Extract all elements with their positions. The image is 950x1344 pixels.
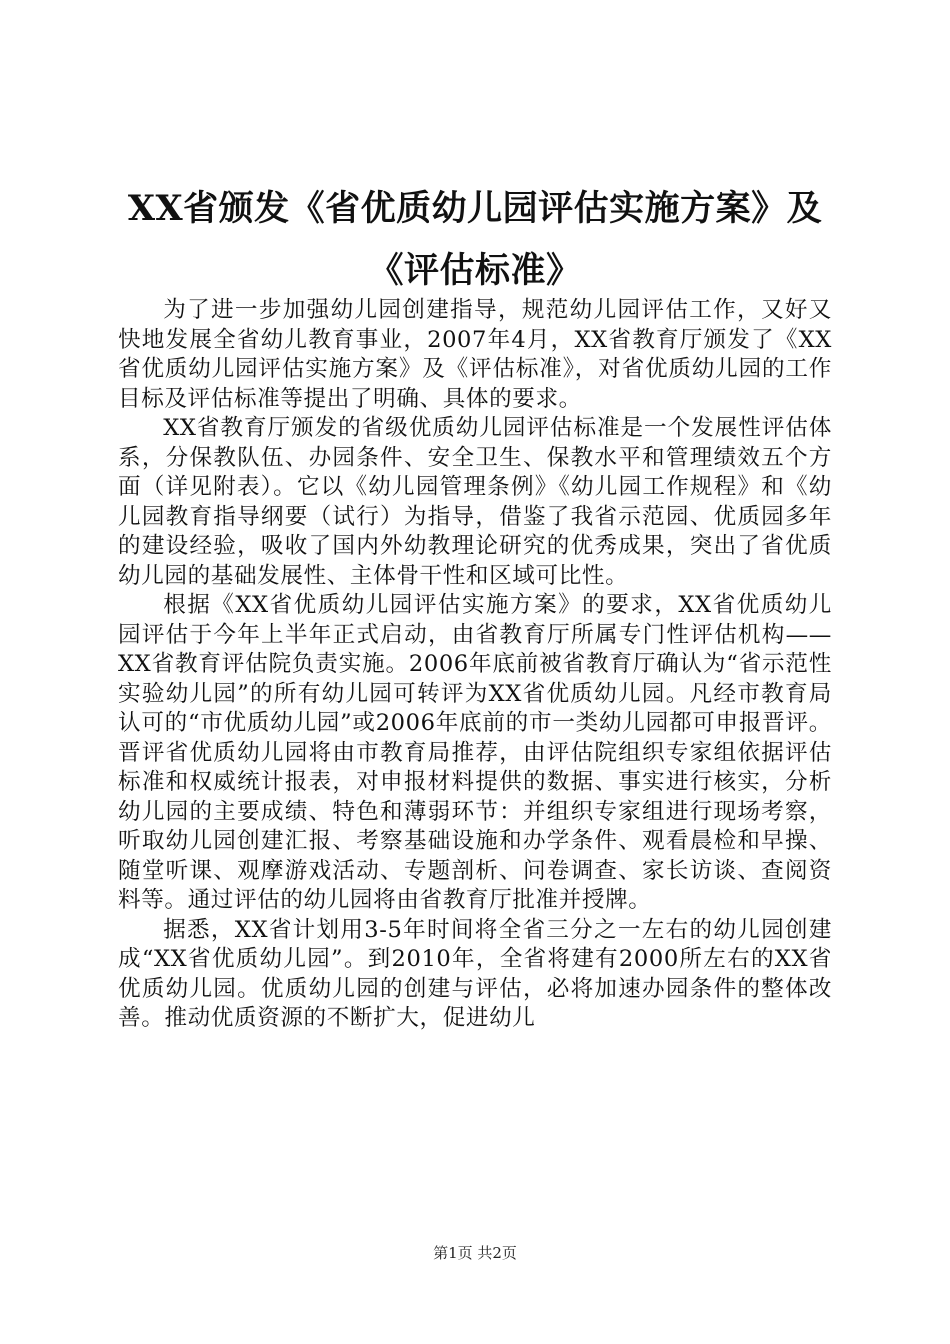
page-number-footer: 第1页 共2页 bbox=[433, 1244, 517, 1262]
paragraph-2: XX省教育厅颁发的省级优质幼儿园评估标准是一个发展性评估体系，分保教队伍、办园条件、安全卫生、保教水平和管理绩效五个方面（详见附表）。它以《幼儿园管理条例》《幼儿园工作规程》和《幼儿园教育指导纲要（试行）为指导，借鉴了我省示范园、优质园多年的建设经验，吸收了国内外幼教理论研究的优秀成果，突出了省优质幼儿园的基础发展性、主体骨干性和区域可比性。 bbox=[118, 415, 832, 589]
paragraph-4: 据悉，XX省计划用3-5年时间将全省三分之一左右的幼儿园创建成“XX省优质幼儿园”。到2010年，全省将建有2000所左右的XX省优质幼儿园。优质幼儿园的创建与评估，必将加速办园条件的整体改善。推动优质资源的不断扩大，促进幼儿 bbox=[118, 916, 832, 1031]
document-title-line-2: 《评估标准》 bbox=[368, 250, 582, 291]
document-title-line-1: XX省颁发《省优质幼儿园评估实施方案》及 bbox=[127, 188, 823, 229]
document-body bbox=[118, 296, 832, 1034]
paragraph-1: 为了进一步加强幼儿园创建指导，规范幼儿园评估工作，又好又快地发展全省幼儿教育事业，2007年4月，XX省教育厅颁发了《XX省优质幼儿园评估实施方案》及《评估标准》，对省优质幼儿园的工作目标及评估标准等提出了明确、具体的要求。 bbox=[118, 297, 832, 412]
paragraph-3: 根据《XX省优质幼儿园评估实施方案》的要求，XX省优质幼儿园评估于今年上半年正式启动，由省教育厅所属专门性评估机构——XX省教育评估院负责实施。2006年底前被省教育厅确认为“省示范性实验幼儿园”的所有幼儿园可转评为XX省优质幼儿园。凡经市教育局认可的“市优质幼儿园”或2006年底前的市一类幼儿园都可申报晋评。晋评省优质幼儿园将由市教育局推荐，由评估院组织专家组依据评估标准和权威统计报表，对申报材料提供的数据、事实进行核实，分析幼儿园的主要成绩、特色和薄弱环节：并组织专家组进行现场考察，听取幼儿园创建汇报、考察基础设施和办学条件、观看晨检和早操、随堂听课、观摩游戏活动、专题剖析、问卷调查、家长访谈、查阅资料等。通过评估的幼儿园将由省教育厅批准并授牌。 bbox=[118, 592, 832, 913]
